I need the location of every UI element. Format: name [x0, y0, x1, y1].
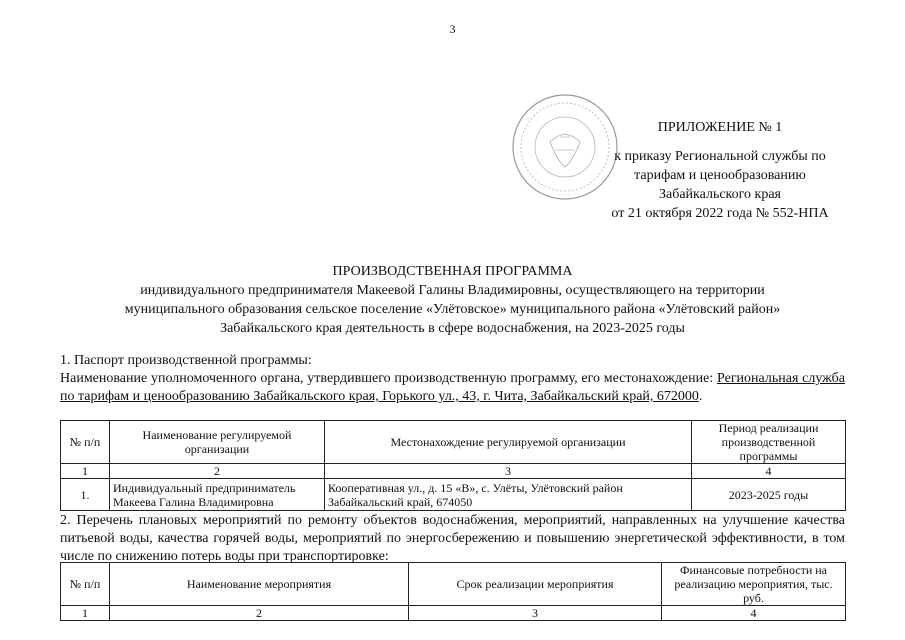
- appendix-line: к приказу Региональной службы по: [614, 149, 826, 164]
- section-1-text: [60, 370, 845, 406]
- header-cell: № п/п: [61, 563, 110, 606]
- header-cell: Наименование мероприятия: [110, 563, 409, 606]
- header-cell: № п/п: [61, 421, 110, 464]
- number-cell: 2: [110, 464, 325, 479]
- number-cell: 3: [409, 606, 662, 621]
- section-1-heading: 1. Паспорт производственной программы:: [60, 353, 312, 368]
- number-cell: 1: [61, 606, 110, 621]
- cell-location: Кооперативная ул., д. 15 «В», с. Улёты, Улётовский район Забайкальский край, 674050: [325, 479, 692, 511]
- cell-index: 1.: [61, 479, 110, 511]
- appendix-title: ПРИЛОЖЕНИЕ № 1: [657, 120, 783, 135]
- passport-table: [60, 420, 846, 511]
- number-cell: 2: [110, 606, 409, 621]
- appendix-line: Забайкальского края: [658, 187, 781, 202]
- measures-table: [60, 562, 846, 621]
- cell-period: 2023-2025 годы: [692, 479, 846, 511]
- section-2-text: 2. Перечень плановых мероприятий по ремонту объектов водоснабжения, мероприятий, направленных на улучшение качества питьевой воды, качества горячей воды, мероприятий по энергосбережению и повышению энергетической эффективности, в том числе по снижению потерь воды при транспортировке:: [60, 513, 845, 564]
- program-title: ПРОИЗВОДСТВЕННАЯ ПРОГРАММА: [332, 264, 573, 279]
- page-number: 3: [449, 22, 456, 36]
- section-1: [60, 352, 845, 406]
- table-header-row: [61, 421, 846, 464]
- header-cell: Наименование регулируемой организации: [110, 421, 325, 464]
- table-header-row: [61, 563, 846, 606]
- header-cell: Финансовые потребности на реализацию мероприятия, тыс. руб.: [662, 563, 846, 606]
- program-heading: [60, 262, 845, 338]
- authority-address: Региональная служба по тарифам и ценообразованию Забайкальского края, Горького ул., 43, г. Чита, Забайкальский край, 672000: [60, 371, 845, 404]
- number-cell: 4: [692, 464, 846, 479]
- appendix-line: тарифам и ценообразованию: [634, 168, 806, 183]
- number-cell: 1: [61, 464, 110, 479]
- table-number-row: [61, 606, 846, 621]
- number-cell: 4: [662, 606, 846, 621]
- appendix-block: [590, 118, 850, 223]
- program-line: индивидуального предпринимателя Макеевой Галины Владимировны, осуществляющего на территории: [140, 283, 765, 298]
- table-row: [61, 479, 846, 511]
- header-cell: Период реализации производственной программы: [692, 421, 846, 464]
- appendix-line: от 21 октября 2022 года № 552-НПА: [611, 206, 829, 221]
- cell-organization: Индивидуальный предприниматель Макеева Галина Владимировна: [110, 479, 325, 511]
- program-line: муниципального образования сельское поселение «Улётовское» муниципального района «Улётовский район»: [124, 302, 781, 317]
- section-1-intro: Наименование уполномоченного органа, утвердившего производственную программу, его местонахождение:: [60, 371, 717, 386]
- number-cell: 3: [325, 464, 692, 479]
- section-1-end: .: [698, 389, 703, 404]
- table-number-row: [61, 464, 846, 479]
- header-cell: Местонахождение регулируемой организации: [325, 421, 692, 464]
- header-cell: Срок реализации мероприятия: [409, 563, 662, 606]
- program-line: Забайкальского края деятельность в сфере водоснабжения, на 2023-2025 годы: [220, 321, 685, 336]
